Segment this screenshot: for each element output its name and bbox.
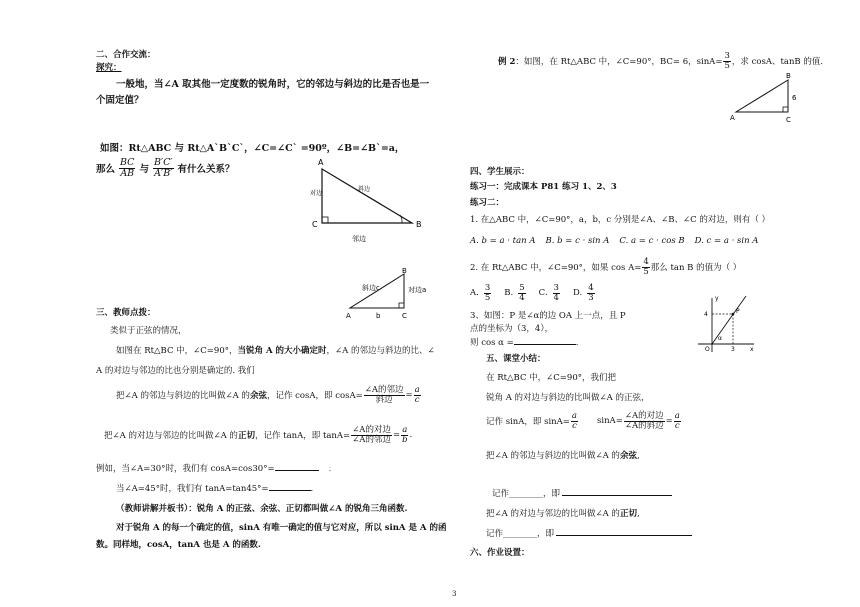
q2-option-d-label[interactable]: D. bbox=[572, 288, 583, 299]
opposite-label: 对边 bbox=[310, 190, 323, 197]
fraction-numerator: ∠A的邻边 bbox=[364, 385, 404, 395]
section-3-title: 三、教师点拨： bbox=[96, 308, 156, 318]
tan-ab-fraction bbox=[401, 426, 408, 445]
summary-sine-formula bbox=[486, 412, 682, 431]
s3-text-b: sinA= bbox=[597, 416, 623, 427]
fraction-denominator: A′B′ bbox=[154, 167, 173, 179]
tan-def-bold: 正切 bbox=[237, 431, 255, 442]
fraction-numerator: 5 bbox=[519, 283, 525, 293]
p1-text-bold: 当锐角 A 的大小确定时 bbox=[237, 346, 327, 356]
q2-text-a: 2. 在 Rt△ABC 中，∠C=90°，如果 cos A= bbox=[470, 263, 642, 274]
fraction-bc-ab-prime bbox=[153, 158, 174, 179]
equals-sign: = bbox=[665, 416, 673, 427]
tangent-definition bbox=[104, 426, 412, 445]
fraction-denominator: AB bbox=[120, 167, 135, 179]
teacher-paragraph-line1 bbox=[116, 344, 435, 356]
ratio-and: 与 bbox=[139, 164, 149, 176]
example-cos30-end: ； bbox=[328, 466, 335, 473]
answer-blank[interactable] bbox=[514, 344, 576, 345]
ratio-question bbox=[96, 158, 235, 179]
origin-label: O bbox=[705, 346, 710, 353]
fraction-denominator: ∠A的邻边 bbox=[352, 434, 391, 445]
alpha-label: α bbox=[718, 335, 722, 342]
fraction-denominator: b bbox=[402, 434, 408, 445]
p-label: P bbox=[736, 308, 740, 315]
tan-def-c: ，记作 tanA，即 tanA= bbox=[254, 431, 351, 442]
example-2 bbox=[498, 52, 823, 71]
fraction-numerator: ∠A的对边 bbox=[624, 411, 664, 421]
q2-option-a-label[interactable]: A. bbox=[470, 288, 479, 299]
fraction-denominator: 5 bbox=[484, 292, 491, 303]
fraction-denominator: 4 bbox=[553, 292, 559, 303]
sina-ac-fraction-2 bbox=[674, 412, 681, 431]
fraction-numerator: BC bbox=[120, 157, 135, 168]
section-5-title: 五、课堂小结： bbox=[486, 354, 546, 364]
teacher-paragraph-line2: A 的对边与邻边的比也分别是确定的. 我们 bbox=[96, 366, 255, 376]
s4-text-c: , bbox=[636, 451, 640, 461]
s6-bold: 正切 bbox=[619, 509, 637, 519]
practice-1: 练习一：完成课本 P81 练习 1、2、3 bbox=[470, 182, 617, 192]
triangle-diagram-3 bbox=[726, 70, 806, 124]
example-2-tail: ，求 cosA、tanB 的值. bbox=[731, 57, 824, 68]
fraction-numerator: 3 bbox=[724, 51, 730, 61]
fraction-numerator: B′C′ bbox=[153, 157, 173, 168]
fraction-denominator: 3 bbox=[588, 292, 594, 303]
example-tan45 bbox=[116, 482, 313, 494]
s5-text: 记作________，即 bbox=[492, 489, 561, 499]
cos-fraction bbox=[364, 386, 405, 405]
summary-tangent bbox=[486, 507, 640, 519]
right-angle-mark bbox=[399, 303, 404, 308]
right-triangle-statement: 如图：Rt△ABC 与 Rt△A`B`C`，∠C=∠C` =90º，∠B=∠B`=a， bbox=[100, 143, 405, 154]
explore-question-line1: 一般地，当∠A 取其他一定度数的锐角时，它的邻边与斜边的比是否也是一 bbox=[116, 79, 430, 90]
q1-option-b[interactable]: B. b = c · sin A bbox=[545, 236, 610, 246]
vertex-c-label: C bbox=[312, 220, 318, 229]
vertex-b-label: B bbox=[402, 267, 407, 275]
fraction-denominator: c bbox=[572, 420, 577, 431]
cos-def-bold: 余弦 bbox=[249, 391, 267, 402]
s4-bold: 余弦 bbox=[619, 451, 637, 461]
page-number: 3 bbox=[452, 590, 457, 598]
fraction-denominator: 4 bbox=[519, 292, 525, 303]
x-label: x bbox=[750, 346, 754, 353]
fraction-denominator: c bbox=[674, 420, 680, 431]
q2-option-c-label[interactable]: C. bbox=[538, 288, 548, 299]
q1-option-d[interactable]: D. c = a · sin A bbox=[694, 236, 759, 246]
fraction-numerator: 4 bbox=[588, 283, 594, 293]
vertex-a-label: A bbox=[346, 312, 351, 320]
ratio-prefix: 那么 bbox=[96, 164, 116, 176]
summary-intro: 在 Rt△BC 中，∠C=90°，我们把 bbox=[486, 373, 616, 383]
side-b-label: b bbox=[376, 312, 381, 320]
tan-fraction bbox=[351, 426, 392, 445]
question-1-options bbox=[470, 236, 758, 246]
question-3-line2: 点的坐标为（3，4）， bbox=[470, 324, 554, 334]
teacher-note: （教师讲解并板书）：锐角 A 的正弦、余弦、正切都叫做∠A 的锐角三角函数. bbox=[116, 504, 408, 514]
example-cos30 bbox=[96, 462, 335, 474]
example-tan45-text: 当∠A=45°时，我们有 tanA=tan45°= bbox=[116, 484, 269, 494]
fraction-denominator: 5 bbox=[724, 60, 730, 71]
fraction-numerator: 4 bbox=[643, 257, 649, 267]
answer-blank[interactable] bbox=[556, 535, 692, 536]
point-p bbox=[732, 313, 735, 316]
summary-sine: 锐角 A 的对边与斜边的比叫做∠A 的正弦， bbox=[486, 393, 650, 403]
cosa-fraction bbox=[642, 258, 649, 277]
vertex-a-label: A bbox=[318, 158, 324, 167]
q2-text-b: 那么 tan B 的值为（ ） bbox=[650, 263, 742, 274]
explore-label: 探究： bbox=[96, 63, 122, 73]
hypotenuse-label: 斜边c bbox=[362, 284, 380, 292]
q3-end: . bbox=[575, 338, 579, 348]
vertex-c-label: C bbox=[402, 312, 407, 320]
s7-text: 记作________，即 bbox=[486, 529, 555, 539]
equals-sign: = bbox=[405, 390, 413, 401]
fraction-bc-ab bbox=[119, 158, 135, 179]
fraction-numerator: ∠A的对边 bbox=[352, 425, 391, 435]
triangle-shape bbox=[736, 80, 788, 112]
example-2-text: ：如图，在 Rt△ABC 中，∠C=90°，BC= 6，sinA= bbox=[515, 57, 723, 68]
y-label: y bbox=[715, 295, 719, 302]
sina-ratio-fraction bbox=[624, 412, 665, 431]
tan-end: . bbox=[409, 430, 413, 441]
cos-ac-fraction bbox=[414, 386, 421, 405]
s3-text-a: 记作 sinA，即 sinA= bbox=[486, 417, 570, 428]
triangle-shape bbox=[322, 169, 412, 223]
tick-3-label: 3 bbox=[731, 346, 735, 353]
q1-option-a[interactable]: A. b = a · tan A bbox=[470, 236, 536, 246]
right-angle-mark bbox=[322, 217, 328, 223]
triangle-diagram-2 bbox=[340, 266, 440, 322]
fraction-denominator: 5 bbox=[643, 266, 649, 277]
explore-question-line2: 个固定值？ bbox=[96, 95, 144, 106]
question-2-options bbox=[470, 284, 596, 303]
section-6-title: 六、作业设置： bbox=[470, 548, 530, 558]
analogy-text: 类似于正弦的情况， bbox=[110, 326, 187, 336]
fraction-denominator: 斜边 bbox=[375, 394, 393, 405]
summary-line1: 对于锐角 A 的每一个确定的值，sinA 有唯一确定的值与它对应，所以 sinA 是 A 的函 bbox=[116, 523, 447, 533]
p1-text-c: ，∠A 的邻边与斜边的比、∠ bbox=[326, 346, 435, 356]
fraction-numerator: a bbox=[414, 385, 420, 395]
answer-blank[interactable] bbox=[269, 490, 311, 491]
cos-def-a: 把∠A 的邻边与斜边的比叫做∠A 的 bbox=[116, 391, 250, 402]
vertex-c-label: C bbox=[786, 116, 791, 124]
fraction-numerator: 3 bbox=[553, 283, 559, 293]
question-3-line3 bbox=[470, 336, 578, 348]
hypotenuse-label: 斜边 bbox=[358, 186, 371, 193]
summary-cosine bbox=[486, 449, 640, 461]
section-2-title: 二、合作交流： bbox=[96, 50, 156, 60]
answer-blank[interactable] bbox=[562, 495, 672, 496]
s6-text-a: 把∠A 的对边与邻边的比叫做∠A 的 bbox=[486, 509, 620, 519]
adjacent-label: 邻边 bbox=[352, 235, 366, 243]
side-length-label: 6 bbox=[792, 94, 797, 102]
equals-sign: = bbox=[392, 430, 401, 441]
vertex-a-label: A bbox=[730, 114, 735, 122]
question-2 bbox=[470, 258, 741, 277]
summary-cosine-notation bbox=[492, 487, 672, 499]
q1-option-c[interactable]: C. a = c · cos B bbox=[619, 236, 685, 246]
triangle-diagram-1 bbox=[300, 155, 440, 245]
example-tan45-end: . bbox=[310, 484, 314, 494]
opposite-label: 对边a bbox=[408, 286, 427, 294]
summary-line2: 数。同样地，cosA，tanA 也是 A 的函数. bbox=[96, 540, 261, 550]
question-3-line1: 3、如图：P 是∠α的边 OA 上一点，且 P bbox=[470, 311, 626, 321]
cosine-definition bbox=[116, 386, 422, 405]
section-4-title: 四、学生展示： bbox=[470, 167, 530, 177]
q2-option-d-fraction[interactable] bbox=[587, 284, 594, 303]
example-2-label: 例 2 bbox=[498, 57, 516, 68]
vertex-b-label: B bbox=[416, 220, 422, 229]
fraction-numerator: a bbox=[674, 411, 680, 421]
p1-text-a: 如图在 Rt△BC 中，∠C=90°， bbox=[116, 346, 238, 356]
sina-ac-fraction bbox=[571, 412, 578, 431]
example-cos30-text: 例如，当∠A=30°时，我们有 cosA=cos30°= bbox=[96, 464, 275, 474]
fraction-denominator: c bbox=[414, 394, 420, 405]
coordinate-graph bbox=[690, 294, 758, 354]
q3-text: 则 cos α = bbox=[470, 338, 514, 348]
q2-option-c-fraction[interactable] bbox=[553, 284, 560, 303]
s4-text-a: 把∠A 的邻边与斜边的比叫做∠A 的 bbox=[486, 451, 620, 461]
tan-def-a: 把∠A 的对边与邻边的比叫做∠A 的 bbox=[104, 431, 238, 442]
tick-4-label: 4 bbox=[704, 311, 708, 318]
cos-def-c: ，记作 cosA，即 cosA= bbox=[266, 391, 363, 402]
fraction-numerator: 3 bbox=[484, 283, 491, 293]
practice-2: 练习二： bbox=[470, 198, 505, 208]
summary-tangent-notation bbox=[486, 527, 692, 539]
q2-option-b-label[interactable]: B. bbox=[504, 288, 514, 299]
q2-option-b-fraction[interactable] bbox=[518, 284, 525, 303]
vertex-b-label: B bbox=[786, 72, 791, 80]
s6-text-c: , bbox=[636, 509, 640, 519]
right-angle-mark bbox=[783, 107, 788, 112]
fraction-denominator: ∠A的斜边 bbox=[624, 420, 664, 431]
fraction-numerator: a bbox=[402, 425, 408, 435]
answer-blank[interactable] bbox=[275, 470, 319, 471]
sina-fraction bbox=[723, 52, 730, 71]
q2-option-a-fraction[interactable] bbox=[484, 284, 491, 303]
question-1: 1. 在△ABC 中，∠C=90°，a，b，c 分别是∠A、∠B、∠C 的对边，则有（ ） bbox=[470, 215, 771, 225]
ratio-suffix: 有什么关系？ bbox=[177, 164, 235, 176]
fraction-numerator: a bbox=[571, 411, 577, 421]
